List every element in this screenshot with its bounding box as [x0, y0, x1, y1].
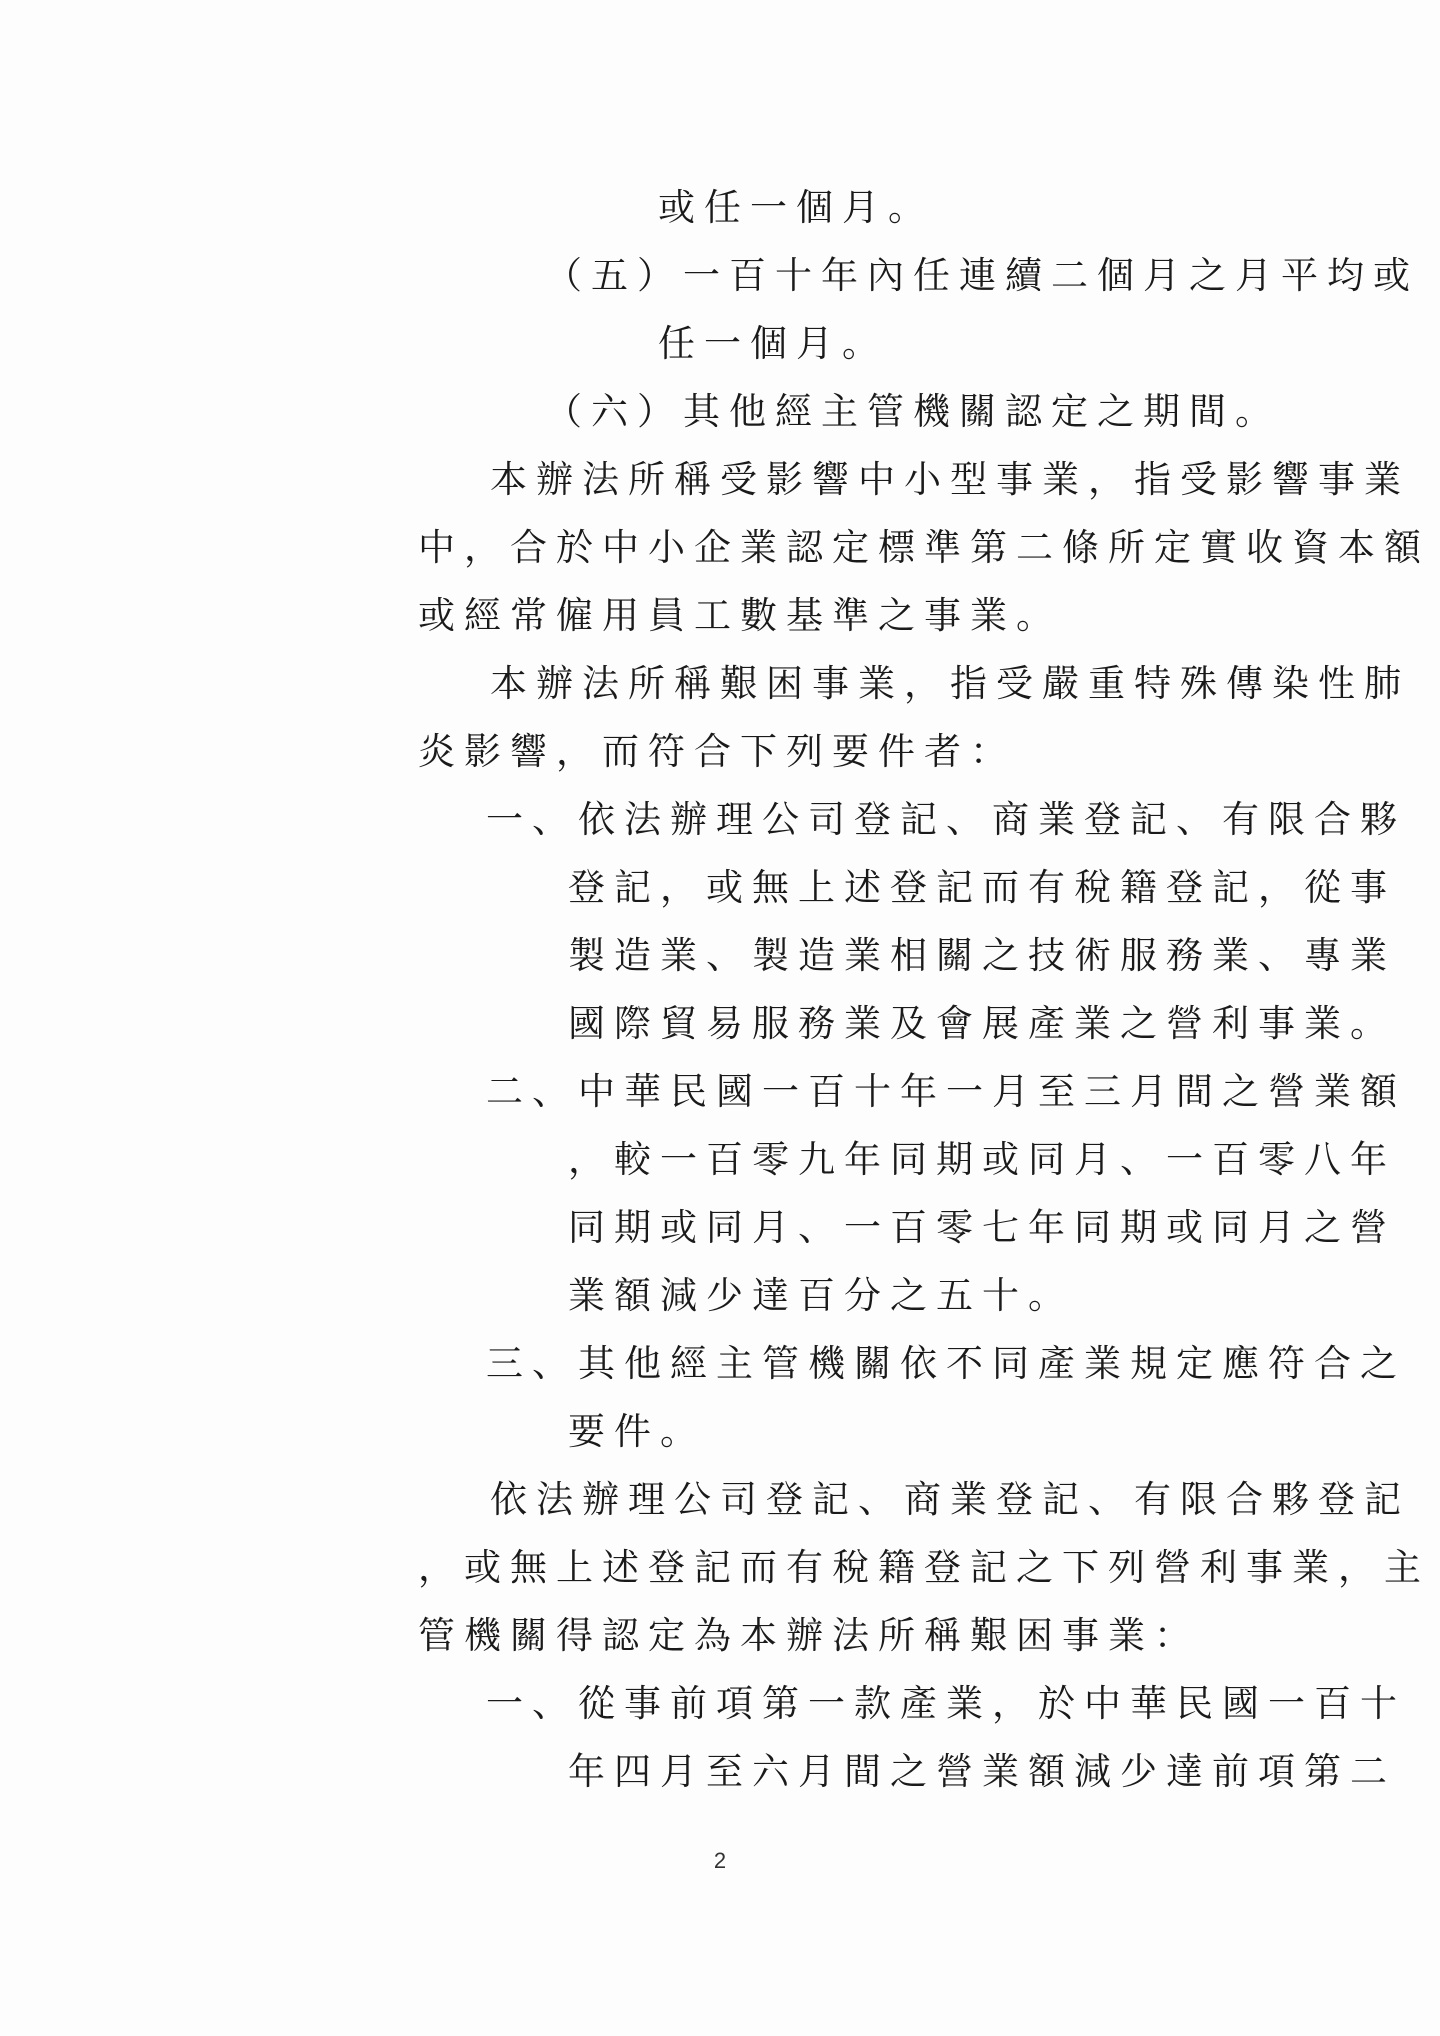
text-line: 依法辦理公司登記、商業登記、有限合夥登記 [490, 1478, 1410, 1521]
text-line: 業額減少達百分之五十。 [568, 1274, 1074, 1317]
text-line: 管機關得認定為本辦法所稱艱困事業： [418, 1614, 1200, 1657]
list-item: 一、從事前項第一款產業，於中華民國一百十 [486, 1682, 1406, 1725]
text-line: ，或無上述登記而有稅籍登記之下列營利事業，主 [418, 1546, 1430, 1589]
text-line: 製造業、製造業相關之技術服務業、專業 [568, 934, 1396, 977]
list-item: 一、依法辦理公司登記、商業登記、有限合夥 [486, 798, 1406, 841]
text-line: 國際貿易服務業及會展產業之營利事業。 [568, 1002, 1396, 1045]
list-item: 三、其他經主管機關依不同產業規定應符合之 [486, 1342, 1406, 1385]
text-line: 中，合於中小企業認定標準第二條所定實收資本額 [418, 526, 1430, 569]
text-line: （五）一百十年內任連續二個月之月平均或 [545, 254, 1419, 297]
text-line: 本辦法所稱艱困事業，指受嚴重特殊傳染性肺 [490, 662, 1410, 705]
text-line: 任一個月。 [658, 322, 888, 365]
page-number: 2 [713, 1848, 727, 1873]
list-item: 二、中華民國一百十年一月至三月間之營業額 [486, 1070, 1406, 1113]
text-line: 年四月至六月間之營業額減少達前項第二 [568, 1750, 1396, 1793]
text-line: ，較一百零九年同期或同月、一百零八年 [568, 1138, 1396, 1181]
text-line: 要件。 [568, 1410, 706, 1453]
text-line: 或經常僱用員工數基準之事業。 [418, 594, 1062, 637]
text-line: 同期或同月、一百零七年同期或同月之營 [568, 1206, 1396, 1249]
text-line: 登記，或無上述登記而有稅籍登記，從事 [568, 866, 1396, 909]
text-line: 或任一個月。 [658, 186, 934, 229]
text-line: 本辦法所稱受影響中小型事業，指受影響事業 [490, 458, 1410, 501]
text-line: （六）其他經主管機關認定之期間。 [545, 390, 1281, 433]
text-line: 炎影響，而符合下列要件者： [418, 730, 1016, 773]
